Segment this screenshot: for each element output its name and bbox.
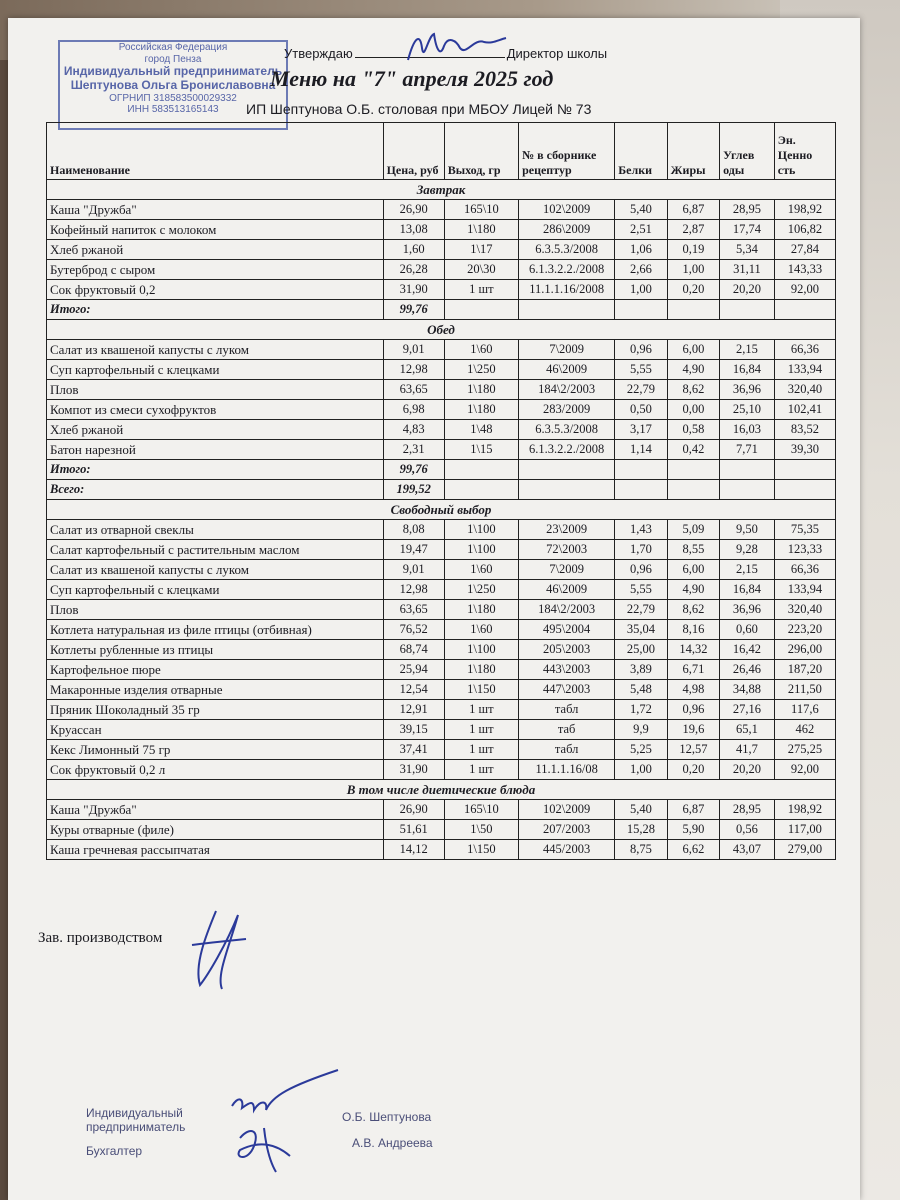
cell-value: 495\2004 [519, 620, 615, 640]
stamp-line-3: Индивидуальный предприниматель [63, 64, 283, 78]
cell-value: 184\2/2003 [519, 600, 615, 620]
dish-name: Салат из квашеной капусты с луком [47, 560, 384, 580]
table-row [47, 380, 836, 400]
section-title: Обед [47, 320, 836, 340]
page-title: Меню на "7" апреля 2025 год [270, 66, 554, 91]
cell-value: 1\100 [444, 540, 518, 560]
total-label: Итого: [47, 300, 384, 320]
cell-value: 0,00 [667, 400, 719, 420]
cell-value: 8,08 [383, 520, 444, 540]
cell-value: 447\2003 [519, 680, 615, 700]
cell-value: 0,58 [667, 420, 719, 440]
cell-value: 133,94 [774, 580, 835, 600]
cell-value: 223,20 [774, 620, 835, 640]
header-energy: Эн. Ценно сть [774, 123, 835, 180]
cell-value: 12,98 [383, 580, 444, 600]
table-row [47, 800, 836, 820]
cell-value: 23\2009 [519, 520, 615, 540]
cell-value: 0,96 [667, 700, 719, 720]
cell-value: 26,28 [383, 260, 444, 280]
cell-value: 1,06 [615, 240, 667, 260]
table-row [47, 360, 836, 380]
cell-value: 16,84 [720, 360, 775, 380]
cell-value: 39,15 [383, 720, 444, 740]
dish-name: Кофейный напиток с молоком [47, 220, 384, 240]
cell-value: 133,94 [774, 360, 835, 380]
cell-value: 92,00 [774, 280, 835, 300]
cell-value: 1,60 [383, 240, 444, 260]
cell-value: 1,00 [615, 760, 667, 780]
cell-value: 1\150 [444, 680, 518, 700]
cell-value: 6,98 [383, 400, 444, 420]
cell-value: 12,54 [383, 680, 444, 700]
cell-value: 462 [774, 720, 835, 740]
table-row [47, 700, 836, 720]
cell-value: 6,00 [667, 560, 719, 580]
cell-value: 1,00 [615, 280, 667, 300]
cell-value: 102\2009 [519, 200, 615, 220]
cell-value: 445/2003 [519, 840, 615, 860]
dish-name: Каша "Дружба" [47, 800, 384, 820]
cell-value: 1,14 [615, 440, 667, 460]
cell-value: 9,9 [615, 720, 667, 740]
header-yield: Выход, гр [444, 123, 518, 180]
cell-value: 0,42 [667, 440, 719, 460]
cell-value: 34,88 [720, 680, 775, 700]
stamp-line-2: город Пенза [144, 53, 202, 65]
cell-value: 11.1.1.16/08 [519, 760, 615, 780]
cell-value: 1,43 [615, 520, 667, 540]
page-subtitle: ИП Шептунова О.Б. столовая при МБОУ Лицей № 73 [246, 101, 592, 117]
footer-signatures [220, 1066, 350, 1176]
footer-name-ip: О.Б. Шептунова [342, 1110, 432, 1124]
dish-name: Круассан [47, 720, 384, 740]
cell-value: 165\10 [444, 800, 518, 820]
cell-value: 2,87 [667, 220, 719, 240]
total-value: 99,76 [383, 300, 444, 320]
cell-value: 443\2003 [519, 660, 615, 680]
cell-value: 2,31 [383, 440, 444, 460]
footer-name-accountant: А.В. Андреева [352, 1136, 433, 1150]
cell-value: 7\2009 [519, 340, 615, 360]
footer-role-ip: Индивидуальный предприниматель [86, 1106, 186, 1135]
cell-value: 1\50 [444, 820, 518, 840]
section-breakfast [47, 180, 836, 200]
stamp-line-1: Российская Федерация [118, 42, 228, 53]
table-row [47, 340, 836, 360]
header-price: Цена, руб [383, 123, 444, 180]
cell-value: 6,87 [667, 800, 719, 820]
cell-value: 20\30 [444, 260, 518, 280]
cell-value: 46\2009 [519, 360, 615, 380]
table-row [47, 560, 836, 580]
cell-value: 9,01 [383, 340, 444, 360]
dish-name: Сок фруктовый 0,2 л [47, 760, 384, 780]
cell-value: 211,50 [774, 680, 835, 700]
production-head-signature [186, 905, 256, 995]
total-value: 99,76 [383, 460, 444, 480]
table-row [47, 260, 836, 280]
cell-value: 4,90 [667, 360, 719, 380]
cell-value: 1,70 [615, 540, 667, 560]
cell-value: 8,55 [667, 540, 719, 560]
cell-value: 6,71 [667, 660, 719, 680]
cell-value: 35,04 [615, 620, 667, 640]
cell-value: 75,35 [774, 520, 835, 540]
cell-value: 205\2003 [519, 640, 615, 660]
cell-value: 83,52 [774, 420, 835, 440]
cell-value: 15,28 [615, 820, 667, 840]
cell-value: 187,20 [774, 660, 835, 680]
cell-value: 6.3.5.3/2008 [519, 420, 615, 440]
cell-value: 106,82 [774, 220, 835, 240]
cell-value: 9,50 [720, 520, 775, 540]
table-row [47, 420, 836, 440]
cell-value: 25,94 [383, 660, 444, 680]
cell-value: 6,87 [667, 200, 719, 220]
cell-value: 1 шт [444, 760, 518, 780]
table-row [47, 760, 836, 780]
cell-value: 76,52 [383, 620, 444, 640]
table-header-row [47, 123, 836, 180]
cell-value: 65,1 [720, 720, 775, 740]
cell-value: 63,65 [383, 600, 444, 620]
cell-value: 16,03 [720, 420, 775, 440]
cell-value: 1\100 [444, 520, 518, 540]
cell-value: 5,34 [720, 240, 775, 260]
cell-value: 1\48 [444, 420, 518, 440]
dish-name: Котлеты рубленные из птицы [47, 640, 384, 660]
cell-value: 36,96 [720, 600, 775, 620]
cell-value: 8,16 [667, 620, 719, 640]
cell-value: 1\180 [444, 660, 518, 680]
cell-value: 207/2003 [519, 820, 615, 840]
table-row [47, 740, 836, 760]
header-carbs: Углев оды [720, 123, 775, 180]
cell-value: 43,07 [720, 840, 775, 860]
section-diet [47, 780, 836, 800]
table-row [47, 280, 836, 300]
cell-value: 4,98 [667, 680, 719, 700]
cell-value: табл [519, 700, 615, 720]
cell-value: 198,92 [774, 800, 835, 820]
cell-value: 165\10 [444, 200, 518, 220]
dish-name: Плов [47, 380, 384, 400]
cell-value: 102\2009 [519, 800, 615, 820]
cell-value: 31,90 [383, 760, 444, 780]
cell-value: 37,41 [383, 740, 444, 760]
dish-name: Батон нарезной [47, 440, 384, 460]
cell-value: 1\100 [444, 640, 518, 660]
cell-value: 7\2009 [519, 560, 615, 580]
lunch-total-row [47, 460, 836, 480]
cell-value: 5,55 [615, 360, 667, 380]
cell-value: 26,90 [383, 800, 444, 820]
dish-name: Салат картофельный с растительным маслом [47, 540, 384, 560]
dish-name: Котлета натуральная из филе птицы (отбивная) [47, 620, 384, 640]
cell-value: 1\60 [444, 620, 518, 640]
dish-name: Куры отварные (филе) [47, 820, 384, 840]
section-title: Завтрак [47, 180, 836, 200]
cell-value: 41,7 [720, 740, 775, 760]
cell-value: 279,00 [774, 840, 835, 860]
cell-value: 0,96 [615, 560, 667, 580]
section-title: В том числе диетические блюда [47, 780, 836, 800]
cell-value: 68,74 [383, 640, 444, 660]
cell-value: 6.1.3.2.2./2008 [519, 440, 615, 460]
table-row [47, 220, 836, 240]
cell-value: 22,79 [615, 600, 667, 620]
cell-value: 102,41 [774, 400, 835, 420]
dish-name: Каша гречневая рассыпчатая [47, 840, 384, 860]
cell-value: 283/2009 [519, 400, 615, 420]
table-row [47, 840, 836, 860]
cell-value: табл [519, 740, 615, 760]
dish-name: Суп картофельный с клецками [47, 360, 384, 380]
cell-value: 1 шт [444, 280, 518, 300]
menu-table-body [47, 180, 836, 860]
cell-value: 19,47 [383, 540, 444, 560]
cell-value: 5,09 [667, 520, 719, 540]
cell-value: 0,56 [720, 820, 775, 840]
cell-value: 25,00 [615, 640, 667, 660]
approve-label: Утверждаю [284, 46, 353, 61]
dish-name: Кекс Лимонный 75 гр [47, 740, 384, 760]
table-row [47, 440, 836, 460]
section-lunch [47, 320, 836, 340]
cell-value: 12,91 [383, 700, 444, 720]
cell-value: 0,96 [615, 340, 667, 360]
cell-value: 27,84 [774, 240, 835, 260]
cell-value: 1 шт [444, 720, 518, 740]
table-row [47, 540, 836, 560]
cell-value: 13,08 [383, 220, 444, 240]
table-row [47, 200, 836, 220]
cell-value: 1 шт [444, 700, 518, 720]
dish-name: Салат из отварной свеклы [47, 520, 384, 540]
cell-value: 9,28 [720, 540, 775, 560]
cell-value: 12,57 [667, 740, 719, 760]
cell-value: 51,61 [383, 820, 444, 840]
cell-value: 1 шт [444, 740, 518, 760]
cell-value: 8,62 [667, 600, 719, 620]
cell-value: 16,42 [720, 640, 775, 660]
table-row [47, 520, 836, 540]
cell-value: 1\17 [444, 240, 518, 260]
cell-value: 1\180 [444, 400, 518, 420]
cell-value: 31,11 [720, 260, 775, 280]
cell-value: 11.1.1.16/2008 [519, 280, 615, 300]
cell-value: 184\2/2003 [519, 380, 615, 400]
dish-name: Бутерброд с сыром [47, 260, 384, 280]
cell-value: 117,6 [774, 700, 835, 720]
cell-value: таб [519, 720, 615, 740]
cell-value: 22,79 [615, 380, 667, 400]
cell-value: 198,92 [774, 200, 835, 220]
cell-value: 17,74 [720, 220, 775, 240]
cell-value: 320,40 [774, 380, 835, 400]
cell-value: 4,90 [667, 580, 719, 600]
stamp-line-5: ОГРНИП 318583500029332 [109, 92, 237, 104]
section-free-choice [47, 500, 836, 520]
cell-value: 19,6 [667, 720, 719, 740]
cell-value: 5,48 [615, 680, 667, 700]
total-label: Итого: [47, 460, 384, 480]
total-value: 199,52 [383, 480, 444, 500]
dish-name: Суп картофельный с клецками [47, 580, 384, 600]
cell-value: 1\180 [444, 220, 518, 240]
cell-value: 20,20 [720, 760, 775, 780]
table-row [47, 240, 836, 260]
cell-value: 4,83 [383, 420, 444, 440]
dish-name: Картофельное пюре [47, 660, 384, 680]
cell-value: 1,00 [667, 260, 719, 280]
cell-value: 143,33 [774, 260, 835, 280]
cell-value: 1\180 [444, 600, 518, 620]
table-row [47, 660, 836, 680]
cell-value: 296,00 [774, 640, 835, 660]
cell-value: 320,40 [774, 600, 835, 620]
cell-value: 20,20 [720, 280, 775, 300]
table-row [47, 400, 836, 420]
table-row [47, 620, 836, 640]
grand-total-row [47, 480, 836, 500]
cell-value: 1\180 [444, 380, 518, 400]
cell-value: 0,60 [720, 620, 775, 640]
cell-value: 5,40 [615, 200, 667, 220]
table-row [47, 820, 836, 840]
table-row [47, 720, 836, 740]
cell-value: 46\2009 [519, 580, 615, 600]
dish-name: Плов [47, 600, 384, 620]
cell-value: 66,36 [774, 560, 835, 580]
cell-value: 2,15 [720, 340, 775, 360]
header-protein: Белки [615, 123, 667, 180]
cell-value: 5,25 [615, 740, 667, 760]
cell-value: 1\250 [444, 360, 518, 380]
dish-name: Сок фруктовый 0,2 [47, 280, 384, 300]
dish-name: Хлеб ржаной [47, 240, 384, 260]
cell-value: 1\250 [444, 580, 518, 600]
header-name: Наименование [47, 123, 384, 180]
table-row [47, 600, 836, 620]
cell-value: 1\60 [444, 560, 518, 580]
cell-value: 27,16 [720, 700, 775, 720]
cell-value: 0,20 [667, 760, 719, 780]
cell-value: 5,40 [615, 800, 667, 820]
cell-value: 14,12 [383, 840, 444, 860]
cell-value: 5,90 [667, 820, 719, 840]
dish-name: Салат из квашеной капусты с луком [47, 340, 384, 360]
cell-value: 6,00 [667, 340, 719, 360]
cell-value: 123,33 [774, 540, 835, 560]
cell-value: 28,95 [720, 800, 775, 820]
stamp-line-4: Шептунова Ольга Брониславовна [70, 77, 276, 92]
footer-role-accountant: Бухгалтер [86, 1144, 143, 1158]
production-head-label: Зав. производством [38, 930, 163, 946]
cell-value: 0,50 [615, 400, 667, 420]
stamp-line-6: ИНН 583513165143 [127, 104, 219, 116]
cell-value: 9,01 [383, 560, 444, 580]
breakfast-total-row [47, 300, 836, 320]
cell-value: 72\2003 [519, 540, 615, 560]
cell-value: 1\150 [444, 840, 518, 860]
header-fat: Жиры [667, 123, 719, 180]
cell-value: 6,62 [667, 840, 719, 860]
cell-value: 275,25 [774, 740, 835, 760]
cell-value: 66,36 [774, 340, 835, 360]
cell-value: 25,10 [720, 400, 775, 420]
cell-value: 2,66 [615, 260, 667, 280]
dish-name: Каша "Дружба" [47, 200, 384, 220]
cell-value: 6.1.3.2.2./2008 [519, 260, 615, 280]
cell-value: 5,55 [615, 580, 667, 600]
cell-value: 1,72 [615, 700, 667, 720]
cell-value: 39,30 [774, 440, 835, 460]
cell-value: 6.3.5.3/2008 [519, 240, 615, 260]
cell-value: 26,90 [383, 200, 444, 220]
cell-value: 1\60 [444, 340, 518, 360]
cell-value: 2,15 [720, 560, 775, 580]
cell-value: 3,17 [615, 420, 667, 440]
total-label: Всего: [47, 480, 384, 500]
cell-value: 36,96 [720, 380, 775, 400]
table-row [47, 680, 836, 700]
cell-value: 26,46 [720, 660, 775, 680]
menu-table [46, 122, 836, 860]
cell-value: 63,65 [383, 380, 444, 400]
cell-value: 92,00 [774, 760, 835, 780]
cell-value: 1\15 [444, 440, 518, 460]
cell-value: 0,20 [667, 280, 719, 300]
cell-value: 286\2009 [519, 220, 615, 240]
director-signature [400, 28, 510, 68]
dish-name: Хлеб ржаной [47, 420, 384, 440]
cell-value: 16,84 [720, 580, 775, 600]
table-row [47, 640, 836, 660]
cell-value: 0,19 [667, 240, 719, 260]
cell-value: 8,62 [667, 380, 719, 400]
section-title: Свободный выбор [47, 500, 836, 520]
cell-value: 12,98 [383, 360, 444, 380]
cell-value: 14,32 [667, 640, 719, 660]
cell-value: 7,71 [720, 440, 775, 460]
cell-value: 2,51 [615, 220, 667, 240]
dish-name: Компот из смеси сухофруктов [47, 400, 384, 420]
cell-value: 117,00 [774, 820, 835, 840]
cell-value: 8,75 [615, 840, 667, 860]
cell-value: 28,95 [720, 200, 775, 220]
cell-value: 31,90 [383, 280, 444, 300]
approve-role: Директор школы [506, 46, 608, 61]
dish-name: Макаронные изделия отварные [47, 680, 384, 700]
header-recipe: № в сборнике рецептур [519, 123, 615, 180]
dish-name: Пряник Шоколадный 35 гр [47, 700, 384, 720]
table-row [47, 580, 836, 600]
cell-value: 3,89 [615, 660, 667, 680]
